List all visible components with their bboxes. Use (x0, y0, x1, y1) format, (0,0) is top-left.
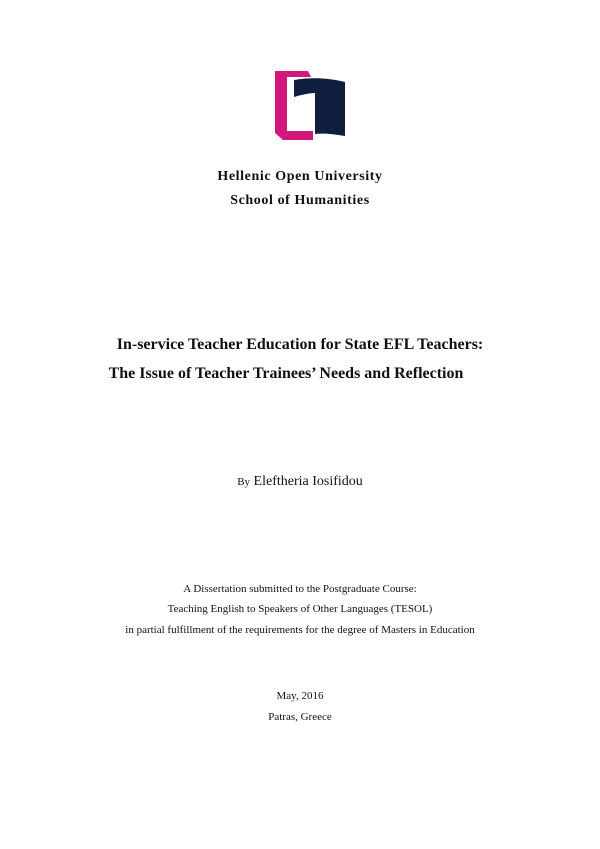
author-by-label: By (237, 476, 251, 488)
author-name: Eleftheria Iosifidou (253, 474, 363, 489)
logo-navy-shape (294, 78, 345, 136)
submission-date: May, 2016 (276, 690, 324, 702)
submission-line-3: in partial fulfillment of the requirements for the degree of Masters in Education (125, 624, 475, 636)
university-logo (275, 71, 345, 140)
submission-line-1: A Dissertation submitted to the Postgraduate Course: (183, 583, 417, 595)
submission-line-2: Teaching English to Speakers of Other Languages (TESOL) (167, 603, 433, 615)
dissertation-title-line-2: The Issue of Teacher Trainees’ Needs and Reflection (108, 365, 464, 382)
university-name: Hellenic Open University (217, 169, 383, 184)
author-line (0, 474, 600, 490)
submission-place: Patras, Greece (268, 711, 332, 723)
dissertation-title-line-1: In-service Teacher Education for State EFL Teachers: (116, 336, 484, 353)
school-name: School of Humanities (230, 193, 370, 208)
